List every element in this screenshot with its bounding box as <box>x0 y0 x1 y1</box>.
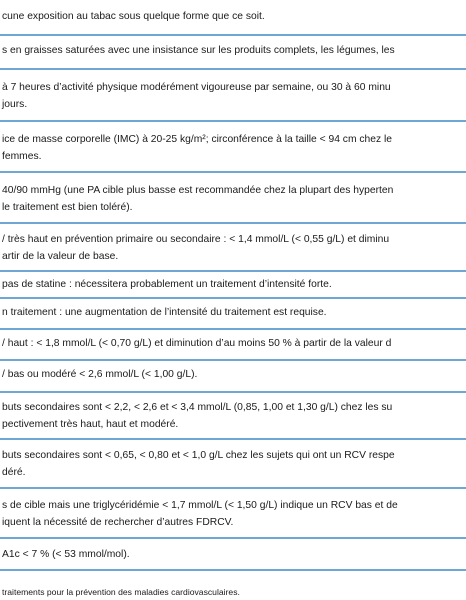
row-text: s de cible mais une triglycéridémie < 1,7 mmol/L (< 1,50 g/L) indique un RCV bas et de <box>2 500 398 511</box>
row-text-continued: pectivement très haut, haut et modéré. <box>2 419 179 430</box>
row-divider <box>0 34 466 36</box>
table-row <box>0 182 466 216</box>
row-text: n traitement : une augmentation de l’intensité du traitement est requise. <box>2 307 327 318</box>
table-row <box>0 8 466 25</box>
row-text-continued: jours. <box>2 99 28 110</box>
table-row <box>0 497 466 531</box>
table-row <box>0 546 466 563</box>
row-text-continued: le traitement est bien toléré). <box>2 202 133 213</box>
row-text: à 7 heures d’activité physique modérément vigoureuse par semaine, ou 30 à 60 minu <box>2 82 391 93</box>
row-divider <box>0 569 466 571</box>
row-text: cune exposition au tabac sous quelque forme que ce soit. <box>2 11 265 22</box>
row-text: / très haut en prévention primaire ou secondaire : < 1,4 mmol/L (< 0,55 g/L) et diminu <box>2 234 390 245</box>
table-row <box>0 79 466 113</box>
row-divider <box>0 487 466 489</box>
row-text: A1c < 7 % (< 53 mmol/mol). <box>2 549 130 560</box>
table-row <box>0 447 466 481</box>
table-row <box>0 304 466 321</box>
row-text: buts secondaires sont < 2,2, < 2,6 et < 3,4 mmol/L (0,85, 1,00 et 1,30 g/L) chez les su <box>2 402 393 413</box>
row-text-continued: iquent la nécessité de rechercher d’autres FDRCV. <box>2 517 234 528</box>
table-footnote: traitements pour la prévention des maladies cardiovasculaires. <box>2 587 240 597</box>
row-divider <box>0 270 466 272</box>
row-text: ice de masse corporelle (IMC) à 20-25 kg/m²; circonférence à la taille < 94 cm chez le <box>2 134 393 145</box>
table-row <box>0 366 466 383</box>
row-text: 40/90 mmHg (une PA cible plus basse est recommandée chez la plupart des hyperten <box>2 185 394 196</box>
table-row <box>0 276 466 293</box>
row-divider <box>0 438 466 440</box>
row-divider <box>0 537 466 539</box>
table-row <box>0 42 466 59</box>
table-row <box>0 399 466 433</box>
table-row <box>0 335 466 352</box>
row-divider <box>0 297 466 299</box>
row-text-continued: artir de la valeur de base. <box>2 251 119 262</box>
row-text: / haut : < 1,8 mmol/L (< 0,70 g/L) et diminution d’au moins 50 % à partir de la valeur d <box>2 338 392 349</box>
row-text: s en graisses saturées avec une insistance sur les produits complets, les légumes, les <box>2 45 395 56</box>
row-divider <box>0 68 466 70</box>
row-divider <box>0 391 466 393</box>
row-divider <box>0 120 466 122</box>
row-text-continued: déré. <box>2 467 26 478</box>
row-divider <box>0 222 466 224</box>
table-row <box>0 131 466 165</box>
row-divider <box>0 359 466 361</box>
row-text: / bas ou modéré < 2,6 mmol/L (< 1,00 g/L). <box>2 369 198 380</box>
row-text: buts secondaires sont < 0,65, < 0,80 et < 1,0 g/L chez les sujets qui ont un RCV respe <box>2 450 395 461</box>
row-text: pas de statine : nécessitera probablement un traitement d’intensité forte. <box>2 279 332 290</box>
row-divider <box>0 328 466 330</box>
row-divider <box>0 171 466 173</box>
row-text-continued: femmes. <box>2 151 42 162</box>
table-row <box>0 231 466 265</box>
